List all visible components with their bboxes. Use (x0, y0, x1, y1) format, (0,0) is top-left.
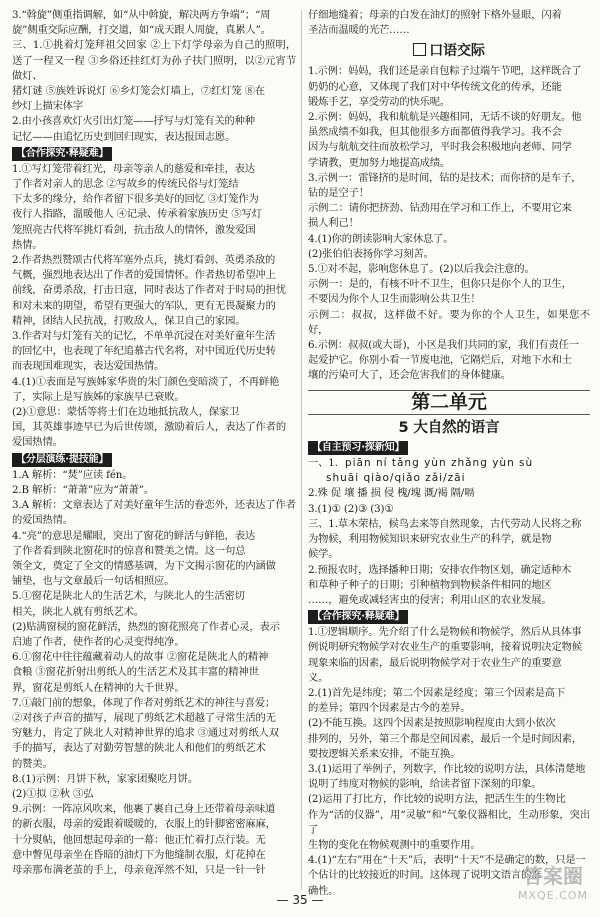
text-line: 了作者对亲人的思念 ②写故乡的传统民俗与灯笼结 (12, 178, 239, 191)
text-line: 三、1.草木荣枯，候鸟去来等自然现象，古代劳动人民将之称 (308, 517, 582, 530)
text-line: 的爱国热情。 (12, 514, 73, 527)
text-line: 确性。 (308, 884, 339, 897)
text-line: 3.(1)① (2)③ (3)① (308, 502, 394, 515)
text-line: 示例二：请你把挤劲、钻劲用在学习和工作上，不要用它来 (308, 202, 572, 215)
column-divider (301, 10, 302, 890)
text-line: 现象来临的因素，最后说明物候学对于农业生产的重要意 (308, 656, 562, 669)
text-line: 4.(1)你的朗读影响大家休息了。 (308, 232, 454, 245)
left-block-a (12, 8, 296, 145)
text-line: 国，其英雄事迹早已为后世传颂，激励着后人，表达了作者的 (12, 421, 286, 434)
text-line: 奶奶的心意，又体现了我们对中华传统文化的传承，还能 (308, 80, 562, 93)
text-line: 母亲那布满老茧的手上，母亲竟浑然不知，只是一针一针 (12, 863, 266, 876)
text-line: 个估计的比较接近的时间。这体现了说明文语言的准 (308, 869, 542, 882)
text-line: 3.“斡旋”侧重指调解，如“从中斡旋，解决两方争端”；“周 (12, 9, 271, 21)
text-line: 2.殊 促 壤 播 损 侵 槐/塊 溉/褐 隔/嗝 (308, 487, 475, 500)
text-line: 4.“亮”的意思是耀眼，突出了窗花的鲜活与鲜艳，表达 (12, 529, 255, 542)
text-line: ……，避免或减轻害虫的侵害；利用山区的农业发展。 (308, 593, 552, 606)
text-line: 2.由小孩喜欢灯火引出灯笼——抒写与灯笼有关的种种 (12, 115, 255, 128)
text-line: 仔细地缝着；母亲的白发在油灯的照射下格外显眼，闪着 (308, 9, 562, 21)
text-line: 例说明研究物候学对农业生产的重要影响，接着说明决定物候 (308, 641, 582, 654)
square-icon (413, 43, 426, 56)
text-line: 爱国热情。 (12, 436, 63, 449)
text-line: 义。 (308, 671, 329, 684)
text-line: 三、1.①挑着灯笼拜祖父回家 ②上下灯学母亲为自己的照明，送了一程又一程 ③乡俗还挂红灯为孙子扶门照明，以②元宵节做灯、 (12, 39, 296, 82)
text-line: 3.A 解析：文章表达了对美好童年生活的眷恋外，还表达了作者 (12, 499, 296, 512)
text-line: 界，窗花是剪纸人在精神的大千世界。 (12, 681, 185, 694)
text-line: 1.示例：妈妈，我们还是亲自包粽子过端午节吧，这样既合了 (308, 65, 582, 78)
pinyin-row-2: shuāi qiào/qiǎo zǎi/zāi (326, 472, 466, 485)
text-line: 1.①写灯笼带着红光，母亲等亲人的慈爱和牵挂，表达 (12, 162, 255, 175)
text-line: 3.作者对与灯笼有关的记忆，不单单沉浸在对美好童年生活 (12, 330, 276, 343)
text-line: 不要因为你个人卫生而影响公共卫生！ (308, 293, 481, 306)
text-line: ②对孩子声音的描写，展现了剪纸艺术超越了寻常生活的无 (12, 711, 276, 724)
text-line: 1.A 解析：“焚”应读 fén。 (12, 468, 133, 481)
text-line: 意中瞥见母亲坐在昏暗的油灯下为他缝制衣服，灯花掉在 (12, 848, 266, 861)
text-line: 因为与航航交往而放松学习，平时我会积极地向老师、同学 (308, 141, 572, 154)
watermark-logo: 答案圈 MXQE.COM (518, 864, 588, 902)
section-heading: 口语交际 (308, 42, 590, 60)
text-line: 铺垫，也与文章最后一句话相照应。 (12, 575, 175, 588)
text-line: 8.(1)示例：月饼下秋，家家团聚吃月饼。 (12, 772, 199, 785)
text-line: 的差异；第四个因素是古今的差异。 (308, 702, 471, 715)
text-line: 启迪了作者，使作者的心灵变得纯净。 (12, 635, 185, 648)
text-line: 穷魅力，肯定了陕北人对精神世界的追求 ③通过对剪纸人双 (12, 727, 279, 740)
text-line: 3.示例一：雷锋挤的是时间，钻的是技术；而你挤的是车子， (308, 171, 582, 184)
text-line: (2)①拟 ②秋 ③弘 (12, 787, 94, 800)
text-line: 生物的变化在物候观测中的重要作用。 (308, 838, 481, 851)
text-line: 为物候，利用物候知识来研究农业生产的科学，就是物 (308, 533, 552, 546)
text-line: 6.①窗花中往往蕴藏着动人的故事 ②窗花是陕北人的精神 (12, 651, 269, 664)
pinyin-row: 一、1. piān ní tǎng yùn zhǎng yùn sù (308, 457, 534, 470)
text-line: 损人利己！ (308, 217, 359, 230)
left-column (12, 8, 296, 878)
text-line: 1.①逻辑顺序。先介绍了什么是物候和物候学，然后从具体事 (308, 626, 582, 639)
text-line: 7.①敲门前的想象，体现了作者对剪纸艺术的神往与喜爱； (12, 696, 276, 709)
text-line: 示例二：叔叔，这样做不好。要为你的个人卫生，如果您不好， (308, 308, 590, 336)
text-line: 锻炼手艺，享受劳动的快乐呢。 (308, 95, 451, 108)
text-line: 热情。 (12, 238, 43, 251)
text-line: 排列的，另外，第三个都是空间因素，最后一个是时间因素， (308, 732, 582, 745)
text-line: 和草种子种子的日期；引种植物到物候条件相同的地区 (308, 578, 552, 591)
section-tag: 【自主预习·探新知】 (308, 441, 408, 455)
text-line: 前线，奋勇杀敌，打击日寇，同时表达了作者对于时局的担忧 (12, 284, 286, 297)
text-line: (2)张伯伯表扬你学习刻苦。 (308, 247, 434, 260)
text-line: 精神，团结人民抗战，打败敌人，保卫自己的家园。 (12, 314, 246, 327)
text-line: 说明了纬度对物候的影响，给读者留下深刻的印象。 (308, 778, 542, 791)
unit-title: 第二单元 (308, 390, 590, 415)
text-line: 2.示例：妈妈，我和航航是兴趣相同，无话不谈的好朋友。他 (308, 111, 582, 124)
text-line: 猪灯谜 ⑤族姓诉说灯 ⑥乡灯笼会灯墙上，⑦红灯笼 ⑧在 (12, 85, 265, 98)
text-line: 夜行人指路，温暖他人 ④记录、传承着家族历史 ⑤写灯 (12, 208, 262, 221)
text-line: 食粮 ③窗花折射出剪纸人的生活艺术及其丰富的精神世 (12, 666, 259, 679)
text-line: 钻的是空子！ (308, 187, 369, 200)
text-line: 5.①窗花是陕北人的生活艺术，与陕北人的生活密切 (12, 590, 245, 603)
text-line: (2)运用了打比方，作比较的说明方法，把活生生的生物比 (308, 793, 566, 806)
section-tag: 【合作探究·释疑难】 (12, 147, 112, 161)
right-block-c (308, 486, 590, 608)
right-block-b (308, 64, 590, 383)
text-line: 了作者看到陕北窗花时的惊喜和赞美之情。这一句总 (12, 544, 246, 557)
text-line: 作为“活的仪器”，用“灵敏”和“气象仪器相比，生动形象，突出了 (308, 808, 590, 836)
right-column (308, 8, 590, 899)
text-line: 的新衣服，母亲的爱跟着暖暖的，衣服上的针脚密密麻麻， (12, 818, 276, 831)
section-tag: 【分层演练·提技能】 (12, 453, 112, 467)
text-line: (2)①意思：蒙恬等将士们在边地抵抗敌人，保家卫 (12, 406, 240, 419)
text-line: 和对未来的期望，希望有更强大的军队，更有无畏凝聚力的 (12, 299, 276, 312)
text-line: 6.示例：叔叔(或大哥)，小区是我们共同的家，我们有责任一 (308, 339, 579, 352)
text-line: 5.①对不起，影响您休息了。(2)以后我会注意的。 (308, 263, 535, 276)
text-line: 学请教，更加努力地提高成绩。 (308, 156, 451, 169)
text-line: 9.示例：一阵凉风吹来，他裹了裹自己身上还带着母亲味道 (12, 803, 276, 816)
text-line: 笼照亮古代将军挑灯看剑，抗击敌人的情怀，激发爱国 (12, 223, 256, 236)
right-block-d (308, 625, 590, 899)
text-line: 2.(1)首先是纬度；第二个因素是经度；第三个因素是高下 (308, 686, 566, 699)
lesson-title: 5 大自然的语言 (398, 419, 500, 436)
text-line: 壤的污染可大了，还会危害我们的身体健康。 (308, 369, 511, 382)
right-block-a (308, 8, 590, 38)
text-line: 起爱护它。你别小看一节废电池，它隔烂后，对地下水和土 (308, 354, 572, 367)
text-line: 旋”侧重交际应酬，打交道，如“成天跟人周旋，真累人”。 (12, 24, 271, 37)
text-line: 了，实际上是写族姊的家族早已衰败。 (12, 390, 185, 403)
text-line: 下太多的缘分，给作者留下很多美好的回忆 ③灯笼作为 (12, 193, 259, 206)
text-line: 要按逻辑关系来安排，不能互换。 (308, 747, 461, 760)
text-line: 的赞美。 (12, 757, 53, 770)
text-line: 的回忆中，也表现了年纪追慕古代名将，对中国近代历史转 (12, 345, 276, 358)
left-block-b (12, 162, 296, 451)
text-line: 相关，陕北人就有剪纸艺术。 (12, 605, 144, 618)
text-line: 3.(1)运用了举例子，列数字，作比较的说明方法，具体清楚地 (308, 762, 586, 775)
text-line: 记忆——由追忆历史到回归现实，表达报国志愿。 (12, 130, 236, 143)
text-line: 圣洁而温暖的光芒…… (308, 24, 410, 37)
page-number: — 35 — (276, 893, 324, 907)
text-line: (2)不能互换。这四个因素是按照影响程度由大到小依次 (308, 717, 556, 730)
text-line: 纱灯上描宋体字 (12, 100, 84, 113)
text-line: 虽然成绩不如我，但其他很多方面都值得我学习。我不会 (308, 126, 562, 139)
text-line: 2.作者热烈赞颂古代将军塞外点兵，挑灯看剑、英勇杀敌的 (12, 254, 276, 267)
section-tag: 【合作探究·释疑难】 (308, 610, 408, 624)
text-line: 示例一：是的，有核不叶不卫生，但你只是你个人的卫生， (308, 278, 572, 291)
text-line: 4.(1)①表面是写族姊家华贵的朱门颜色变暗淡了，不再鲜艳 (12, 375, 280, 388)
text-line: 候学。 (308, 548, 339, 561)
text-line: 十分熨帖，他回想起母亲的一幕：他正忙着打点行装。无 (12, 833, 266, 846)
text-line: 领全文，奠定了全文的情感基调，为下文揭示窗花的内涵做 (12, 559, 276, 572)
text-line: 2.B 解析：“萧萧”应为“萧萧”。 (12, 483, 154, 496)
text-line: 而表现国难现实，表达爱国热情。 (12, 360, 165, 373)
text-line: 气概，强烈地表达出了作者的爱国情怀。作者热切希望冲上 (12, 269, 276, 282)
text-line: 4.(1)“左右”用在“十天”后，表明“十天”不是确定的数，只是一 (308, 854, 586, 867)
text-line: (2)贴满窗棂的窗花鲜活，热烈的窗花照亮了作者心灵，表示 (12, 620, 280, 633)
text-line: 2.预报农时，选择播种日期；安排农作物区划，确定适种木 (308, 563, 572, 576)
text-line: 手的描写，表达了对勤劳智慧的陕北人和他们的剪纸艺术 (12, 742, 266, 755)
left-block-c (12, 468, 296, 878)
